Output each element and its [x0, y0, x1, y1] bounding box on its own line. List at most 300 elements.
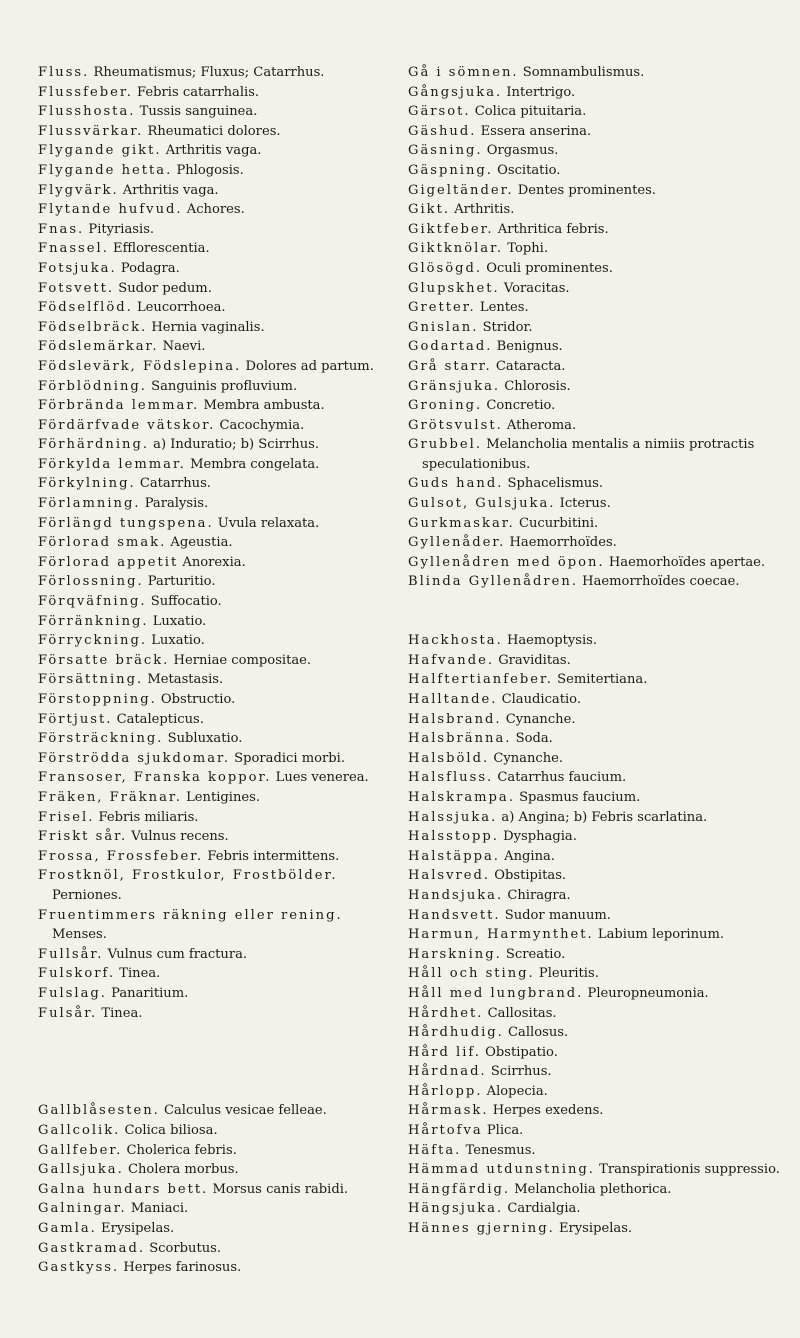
entry-term: Förlorad appetit	[38, 554, 179, 570]
dictionary-entry	[38, 847, 393, 867]
entry-term: Harmun, Harmynthet.	[408, 927, 594, 943]
entry-term: Gamla.	[38, 1221, 97, 1237]
dictionary-entry	[408, 1121, 780, 1141]
entry-gloss: Benignus.	[496, 339, 563, 355]
entry-term: Hårdnad.	[408, 1064, 487, 1080]
entry-gloss: Uvula relaxata.	[217, 515, 320, 531]
entry-term: Födselflöd.	[38, 300, 133, 316]
entry-gloss: Obstipitas.	[494, 868, 567, 884]
dictionary-entry	[408, 337, 780, 357]
entry-term: Halsstopp.	[408, 829, 499, 845]
entry-term: Friskt sår.	[38, 829, 128, 845]
dictionary-entry	[408, 1082, 780, 1102]
entry-term: Gallblåsesten.	[38, 1103, 160, 1119]
dictionary-entry	[38, 474, 393, 494]
entry-gloss: Chlorosis.	[504, 378, 571, 394]
entry-gloss: Erysipelas.	[558, 1221, 633, 1237]
entry-term: Gallcolik.	[38, 1123, 121, 1139]
entry-term: Flusshosta.	[38, 104, 136, 120]
entry-gloss: Alopecia.	[486, 1083, 548, 1099]
entry-gloss: Tophi.	[507, 241, 549, 257]
entry-term: Försträckning.	[38, 731, 164, 747]
dictionary-entry	[408, 220, 780, 240]
dictionary-entry	[38, 945, 393, 965]
entry-gloss: Somnambulismus.	[522, 65, 645, 80]
entry-gloss: Scirrhus.	[490, 1064, 552, 1080]
dictionary-entry	[38, 122, 393, 142]
entry-gloss: Maniaci.	[130, 1201, 189, 1217]
entry-term: Hackhosta.	[408, 633, 503, 649]
dictionary-entry	[38, 416, 393, 436]
entry-term: Flygande hetta.	[38, 162, 173, 178]
entry-term: Gnislan.	[408, 319, 479, 335]
entry-gloss: Screatio.	[505, 946, 566, 962]
dictionary-entry	[408, 1101, 780, 1121]
entry-term: Fruentimmers räkning eller rening.	[38, 907, 343, 923]
entry-gloss: Parturitio.	[147, 574, 216, 590]
dictionary-entry	[408, 749, 780, 769]
entry-gloss: Dysphagia.	[503, 829, 577, 845]
dictionary-entry	[38, 1219, 393, 1239]
dictionary-entry	[408, 1141, 780, 1161]
entry-gloss: Icterus.	[559, 496, 611, 512]
entry-gloss: Rheumatismus; Fluxus; Catarrhus.	[93, 65, 325, 80]
dictionary-entry	[38, 612, 393, 632]
dictionary-entry	[408, 298, 780, 318]
entry-gloss: Tenesmus.	[465, 1142, 536, 1158]
dictionary-entry	[38, 1004, 393, 1024]
dictionary-entry	[408, 200, 780, 220]
entry-term: Frostknöl, Frostkulor, Frostbölder.	[38, 868, 338, 884]
entry-term: Giktknölar.	[408, 241, 504, 257]
entries-g-cont-block	[408, 63, 780, 592]
entry-term: Halsbrand.	[408, 711, 502, 727]
entry-term: Grötsvulst.	[408, 417, 503, 433]
entry-term: Fluss.	[38, 65, 90, 80]
dictionary-entry	[38, 749, 393, 769]
entry-term: Gränsjuka.	[408, 378, 501, 394]
entry-gloss: Lentes.	[479, 300, 529, 316]
dictionary-entry	[408, 1199, 780, 1219]
entry-gloss: Phlogosis.	[176, 162, 244, 178]
dictionary-entry	[38, 592, 393, 612]
dictionary-entry	[408, 670, 780, 690]
entry-term: Fullsår.	[38, 946, 104, 962]
dictionary-entry	[38, 435, 393, 455]
entry-term: Gikt.	[408, 202, 451, 218]
dictionary-entry	[408, 1004, 780, 1024]
entry-term: Frisel.	[38, 809, 95, 825]
entry-term: Håll med lungbrand.	[408, 985, 584, 1001]
dictionary-entry	[408, 396, 780, 416]
dictionary-entry	[408, 945, 780, 965]
dictionary-entry	[408, 984, 780, 1004]
entry-gloss: Tinea.	[119, 966, 161, 982]
entry-gloss: Lues venerea.	[275, 770, 369, 786]
dictionary-entry	[408, 827, 780, 847]
entry-gloss: Membra ambusta.	[203, 398, 325, 414]
entry-term: Flygande gikt.	[38, 143, 162, 159]
dictionary-entry	[408, 533, 780, 553]
dictionary-entry	[408, 925, 780, 945]
dictionary-entry	[408, 474, 780, 494]
entry-term: Förblödning.	[38, 378, 147, 394]
entry-gloss: Stridor.	[482, 319, 533, 335]
dictionary-entry	[38, 83, 393, 103]
dictionary-entry	[38, 239, 393, 259]
entry-gloss: Soda.	[515, 731, 553, 747]
dictionary-entry	[38, 1141, 393, 1161]
entry-gloss: Cacochymia.	[219, 417, 305, 433]
dictionary-entry	[38, 808, 393, 828]
entry-gloss: Catalepticus.	[116, 711, 204, 727]
entry-term: Blinda Gyllenådren.	[408, 574, 578, 590]
entry-gloss: Metastasis.	[147, 672, 224, 688]
entry-term: Grubbel.	[408, 437, 483, 453]
entry-gloss: Orgasmus.	[486, 143, 559, 159]
entry-gloss: Cataracta.	[495, 358, 566, 374]
entry-term: Hämmad utdunstning.	[408, 1162, 595, 1178]
dictionary-entry	[38, 279, 393, 299]
entry-term: Guds hand.	[408, 476, 504, 492]
entry-gloss: Intertrigo.	[506, 84, 576, 100]
dictionary-entry	[408, 1219, 780, 1239]
entry-gloss: Arthritis.	[454, 202, 515, 218]
dictionary-entry	[408, 318, 780, 338]
entry-gloss: Leucorrhoea.	[136, 300, 226, 316]
entry-term: Hårlopp.	[408, 1083, 483, 1099]
entry-term: Fulskorf.	[38, 966, 116, 982]
dictionary-entry	[408, 141, 780, 161]
dictionary-entry	[38, 1160, 393, 1180]
entry-term: Förbrända lemmar.	[38, 398, 200, 414]
entry-gloss: Essera anserina.	[480, 123, 592, 139]
entry-term: Fotsjuka.	[38, 260, 117, 276]
dictionary-entry	[38, 494, 393, 514]
dictionary-entry	[38, 1101, 393, 1121]
entry-term: Flussfeber.	[38, 84, 133, 100]
dictionary-entry	[38, 651, 393, 671]
dictionary-entry	[38, 1199, 393, 1219]
entry-gloss: Voracitas.	[503, 280, 570, 296]
dictionary-entry	[408, 906, 780, 926]
entry-gloss: Oscitatio.	[497, 162, 561, 178]
dictionary-entry	[408, 435, 780, 474]
dictionary-entry	[408, 866, 780, 886]
dictionary-entry	[408, 416, 780, 436]
entry-term: Förqväfning.	[38, 594, 147, 610]
dictionary-entry	[38, 553, 393, 573]
dictionary-entry	[408, 1062, 780, 1082]
dictionary-entry	[38, 710, 393, 730]
entry-term: Födslemärkar.	[38, 339, 159, 355]
entry-gloss: Cholera morbus.	[127, 1162, 239, 1178]
entry-term: Gastkramad.	[38, 1240, 146, 1256]
entry-term: Galna hundars bett.	[38, 1181, 209, 1197]
entry-gloss: Claudicatio.	[501, 692, 581, 707]
dictionary-entry	[408, 768, 780, 788]
entry-gloss: Achores.	[186, 202, 245, 218]
dictionary-entry	[38, 318, 393, 338]
entry-gloss: Labium leporinum.	[597, 927, 725, 943]
entry-gloss: Melancholia plethorica.	[514, 1181, 672, 1197]
entry-gloss: Callositas.	[487, 1005, 557, 1021]
entry-gloss: Pleuropneumonia.	[587, 985, 709, 1001]
entry-gloss: Obstipatio.	[485, 1044, 558, 1060]
entry-gloss: Efflorescentia.	[113, 241, 210, 257]
entry-term: Halftertianfeber.	[408, 672, 553, 688]
dictionary-entry	[408, 63, 780, 83]
entry-gloss: Plica.	[486, 1123, 524, 1139]
dictionary-entry	[38, 514, 393, 534]
entry-gloss: Sphacelismus.	[507, 476, 604, 492]
entry-gloss: Arthritis vaga.	[165, 143, 262, 159]
entry-term: Fnas.	[38, 221, 85, 237]
entry-term: Flussvärkar.	[38, 123, 144, 139]
entry-term: Halsböld.	[408, 750, 490, 766]
dictionary-entry	[38, 827, 393, 847]
entry-term: Gångsjuka.	[408, 84, 503, 100]
entry-term: Hårtofva	[408, 1123, 483, 1139]
entry-gloss: Pityriasis.	[88, 221, 155, 237]
entry-term: Förkylda lemmar.	[38, 456, 186, 472]
entry-gloss: Sporadici morbi.	[234, 750, 345, 766]
dictionary-entry	[38, 1239, 393, 1259]
dictionary-entry	[408, 847, 780, 867]
entry-gloss: Graviditas.	[498, 652, 571, 668]
entry-term: Hännes gjerning.	[408, 1221, 555, 1237]
dictionary-entry	[38, 357, 393, 377]
entry-gloss: Herniae compositae.	[173, 652, 312, 668]
entries-f-block	[38, 63, 393, 1023]
dictionary-entry	[38, 768, 393, 788]
entry-gloss: Semitertiana.	[557, 672, 648, 688]
dictionary-entry	[408, 357, 780, 377]
entry-term: Förkylning.	[38, 476, 136, 492]
entry-term: Fördärfvade vätskor.	[38, 417, 216, 433]
entry-term: Giktfeber.	[408, 221, 494, 237]
entry-gloss: Febris miliaris.	[98, 809, 199, 825]
entry-term: Häfta.	[408, 1142, 462, 1158]
dictionary-entry	[408, 259, 780, 279]
entry-gloss: Suffocatio.	[150, 594, 222, 610]
entry-gloss: Angina.	[504, 848, 555, 864]
entry-term: Flygvärk.	[38, 182, 119, 198]
dictionary-entry	[38, 729, 393, 749]
entry-term: Förtjust.	[38, 711, 113, 727]
dictionary-entry	[408, 788, 780, 808]
entry-term: Halstäppa.	[408, 848, 500, 864]
dictionary-entry	[408, 808, 780, 828]
dictionary-entry	[38, 181, 393, 201]
entry-gloss: Dolores ad partum.	[245, 358, 374, 374]
entry-term: Fräken, Fräknar.	[38, 789, 182, 805]
entry-gloss: a) Angina; b) Febris scarlatina.	[501, 809, 708, 825]
entry-gloss: Haemorrhoïdes coecae.	[582, 574, 740, 590]
entry-term: Galningar.	[38, 1201, 127, 1217]
entry-gloss: Obstructio.	[160, 692, 236, 707]
entry-term: Försatte bräck.	[38, 652, 170, 668]
entry-term: Håll och sting.	[408, 966, 535, 982]
section-gap	[408, 592, 780, 631]
dictionary-entry	[38, 533, 393, 553]
entry-gloss: Chiragra.	[507, 887, 571, 903]
entry-gloss: Haemorhoïdes apertae.	[608, 554, 766, 570]
dictionary-entry	[408, 1180, 780, 1200]
dictionary-entry	[408, 102, 780, 122]
dictionary-entry	[38, 1121, 393, 1141]
dictionary-entry	[408, 631, 780, 651]
entry-term: Glösögd.	[408, 260, 483, 276]
dictionary-entry	[38, 690, 393, 710]
entry-gloss: Spasmus faucium.	[519, 789, 641, 805]
dictionary-entry	[408, 651, 780, 671]
entry-gloss: Sudor pedum.	[118, 280, 212, 296]
entry-term: Gäshud.	[408, 123, 477, 139]
entry-term: Förränkning.	[38, 613, 149, 629]
dictionary-entry	[38, 866, 393, 905]
entry-term: Förstoppning.	[38, 692, 157, 707]
entry-gloss: Catarrhus.	[139, 476, 211, 492]
entry-gloss: Colica biliosa.	[124, 1123, 218, 1139]
entry-gloss: Colica pituitaria.	[474, 104, 587, 120]
entry-gloss: Lentigines.	[186, 789, 261, 805]
dictionary-entry	[38, 377, 393, 397]
entry-gloss: Paralysis.	[144, 496, 209, 512]
entry-gloss: Transpirationis suppressio.	[599, 1162, 780, 1178]
entry-gloss: Cynanche.	[493, 750, 564, 766]
entry-gloss: Menses.	[52, 927, 107, 943]
entries-g-block	[38, 1101, 393, 1277]
dictionary-entry	[38, 396, 393, 416]
dictionary-entry	[38, 788, 393, 808]
dictionary-entry	[38, 161, 393, 181]
entry-term: Hårdhet.	[408, 1005, 484, 1021]
entry-gloss: Luxatio.	[152, 613, 207, 629]
entry-term: Gå i sömnen.	[408, 65, 519, 80]
entry-term: Gallsjuka.	[38, 1162, 124, 1178]
entry-gloss: Calculus vesicae felleae.	[163, 1103, 327, 1119]
dictionary-entry	[38, 1180, 393, 1200]
entry-term: Hårmask.	[408, 1103, 489, 1119]
dictionary-entry	[408, 1043, 780, 1063]
section-gap	[38, 1023, 393, 1101]
entry-term: Handsvett.	[408, 907, 501, 923]
entry-term: Godartad.	[408, 339, 493, 355]
entry-term: Hård lif.	[408, 1044, 481, 1060]
entry-gloss: Vulnus cum fractura.	[107, 946, 248, 962]
entry-gloss: Anorexia.	[182, 554, 246, 570]
entry-gloss: Naevi.	[162, 339, 206, 355]
entry-gloss: Atheroma.	[506, 417, 577, 433]
dictionary-entry	[38, 337, 393, 357]
entry-gloss: Cucurbitini.	[518, 515, 599, 531]
entry-gloss: Subluxatio.	[167, 731, 243, 747]
entry-gloss: a) Induratio; b) Scirrhus.	[153, 437, 320, 453]
entry-gloss: Luxatio.	[151, 633, 205, 649]
entry-gloss: Podagra.	[120, 260, 180, 276]
dictionary-entry	[408, 239, 780, 259]
entry-term: Halsvred.	[408, 868, 491, 884]
entry-term: Grå starr.	[408, 358, 492, 374]
entry-gloss: Catarrhus faucium.	[497, 770, 627, 786]
left-column	[38, 63, 393, 1278]
dictionary-entry	[408, 964, 780, 984]
dictionary-entry	[408, 279, 780, 299]
right-column	[408, 63, 780, 1239]
dictionary-entry	[408, 181, 780, 201]
entry-term: Gallfeber.	[38, 1142, 123, 1158]
entry-term: Födselbräck.	[38, 319, 148, 335]
dictionary-entry	[38, 455, 393, 475]
dictionary-entry	[408, 83, 780, 103]
dictionary-entry	[38, 572, 393, 592]
entry-term: Glupskhet.	[408, 280, 500, 296]
entry-term: Förlorad smak.	[38, 535, 167, 551]
entry-term: Födslevärk, Födslepina.	[38, 358, 242, 374]
dictionary-entry	[408, 377, 780, 397]
entry-term: Fransoser, Franska koppor.	[38, 770, 272, 786]
entry-gloss: Ageustia.	[170, 535, 233, 551]
dictionary-entry	[408, 886, 780, 906]
entry-term: Hängfärdig.	[408, 1181, 511, 1197]
entry-term: Hafvande.	[408, 652, 495, 668]
entry-term: Gulsot, Gulsjuka.	[408, 496, 556, 512]
dictionary-entry	[38, 63, 393, 83]
entry-term: Gärsot.	[408, 104, 471, 120]
entry-gloss: Cynanche.	[505, 711, 576, 727]
entry-term: Förlängd tungspena.	[38, 515, 214, 531]
dictionary-entry	[408, 710, 780, 730]
entry-gloss: Oculi prominentes.	[486, 260, 613, 276]
entry-term: Halltande.	[408, 692, 498, 707]
entry-gloss: Concretio.	[486, 398, 556, 414]
dictionary-entry	[38, 141, 393, 161]
entry-term: Gretter.	[408, 300, 476, 316]
entry-term: Förströdda sjukdomar.	[38, 750, 230, 766]
dictionary-entry	[408, 494, 780, 514]
entry-term: Groning.	[408, 398, 483, 414]
dictionary-entry	[38, 102, 393, 122]
dictionary-entry	[38, 964, 393, 984]
entry-term: Fotsvett.	[38, 280, 115, 296]
entry-gloss: Sanguinis profluvium.	[151, 378, 298, 394]
entry-term: Halsfluss.	[408, 770, 494, 786]
entry-term: Halsbränna.	[408, 731, 512, 747]
entry-gloss: Dentes prominentes.	[517, 182, 656, 198]
dictionary-entry	[408, 690, 780, 710]
entry-term: Förryckning.	[38, 633, 148, 649]
entries-h-block	[408, 631, 780, 1238]
dictionary-entry	[408, 161, 780, 181]
entry-term: Gyllenåder.	[408, 535, 506, 551]
entry-gloss: Febris catarrhalis.	[137, 84, 260, 100]
entry-gloss: Erysipelas.	[101, 1221, 175, 1237]
entry-term: Gäsning.	[408, 143, 483, 159]
entry-gloss: Arthritica febris.	[497, 221, 609, 237]
dictionary-entry	[408, 514, 780, 534]
dictionary-entry	[38, 984, 393, 1004]
entry-term: Hängsjuka.	[408, 1201, 504, 1217]
dictionary-entry	[38, 670, 393, 690]
entry-gloss: Tussis sanguinea.	[139, 104, 258, 120]
entry-term: Gäspning.	[408, 162, 493, 178]
entry-gloss: Herpes farinosus.	[123, 1260, 242, 1276]
entry-gloss: Perniones.	[52, 887, 122, 903]
entry-term: Flytande hufvud.	[38, 202, 183, 218]
entry-gloss: Rheumatici dolores.	[147, 123, 281, 139]
dictionary-entry	[408, 729, 780, 749]
